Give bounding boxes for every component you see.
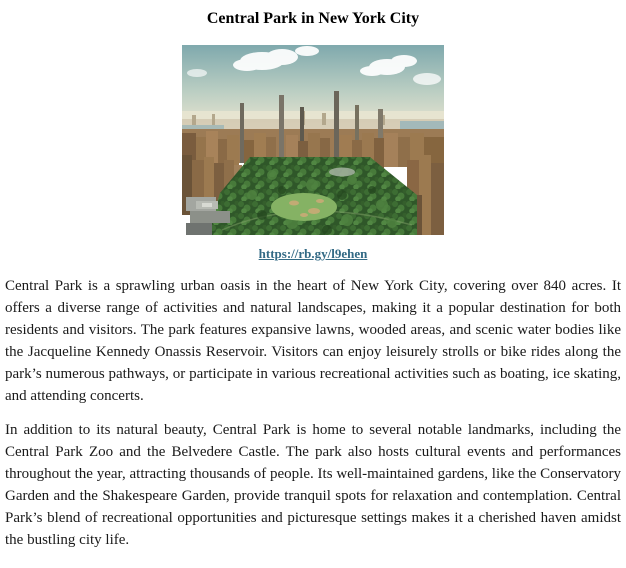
document-page [0, 10, 626, 568]
page-title: Central Park in New York City [206, 10, 420, 27]
park-lawn [271, 193, 337, 221]
body-text [0, 275, 626, 551]
paragraph-1: Central Park is a sprawling urban oasis in the heart of New York City, covering over 840 acres. It offers a diverse range of activities and natural landscapes, making it a popular destination for both residents and visitors. The park features expansive lawns, wooded areas, and scenic water bodies like the Jacqueline Kennedy Onassis Reservoir. Visitors can enjoy leisurely strolls or bike rides along the park’s numerous pathways, or participate in various recreational activities such as boating, ice skating, and attending concerts. [5, 278, 621, 404]
photo-figure [0, 45, 626, 262]
central-park-photo-art [182, 45, 444, 235]
image-source-link[interactable]: https://rb.gy/l9ehen [258, 246, 368, 261]
park-lake [329, 168, 355, 177]
paragraph-2: In addition to its natural beauty, Central Park is home to several notable landmarks, including the Central Park Zoo and the Belvedere Castle. The park also hosts cultural events and performances throughout the year, attracting thousands of people. Its well-maintained gardens, like the Conservatory Garden and the Shakespeare Garden, provide tranquil spots for relaxation and contemplation. Central Park’s blend of recreational opportunities and picturesque settings makes it a cherished haven amidst the bustling city life. [5, 422, 621, 548]
photo-caption [0, 246, 626, 262]
central-park-photo [182, 45, 444, 235]
